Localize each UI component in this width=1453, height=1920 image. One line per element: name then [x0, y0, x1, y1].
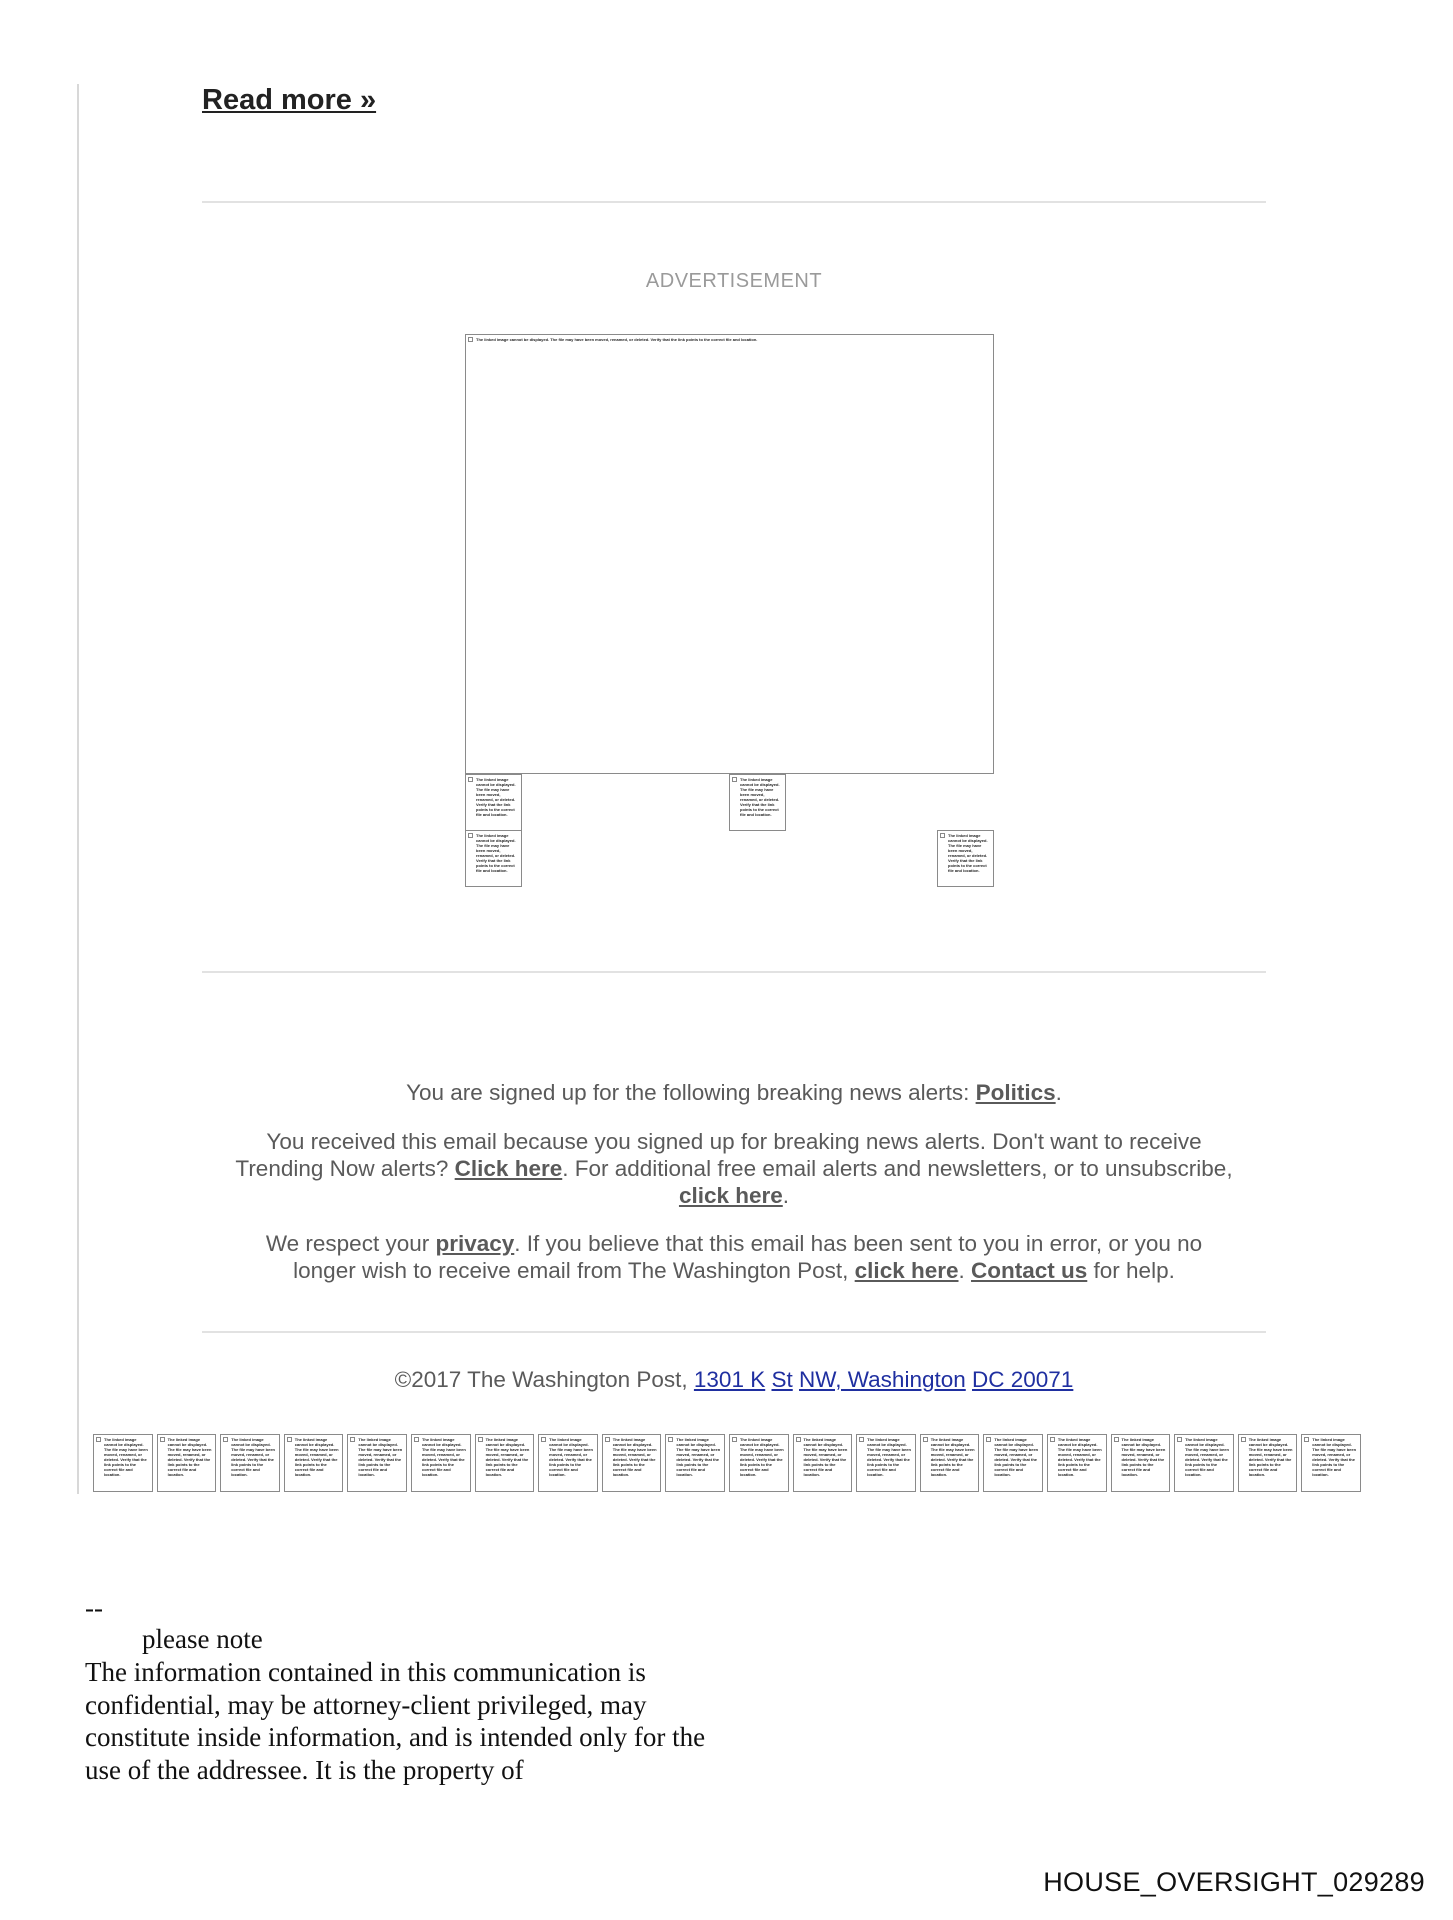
broken-image-text: The linked image cannot be displayed. The file may have been moved, renamed, or deleted. Verify that the link points to the correct file and location. — [867, 1437, 911, 1477]
error-click-here-link[interactable]: click here — [854, 1258, 959, 1283]
tracking-broken-image — [220, 1434, 280, 1492]
broken-image-text: The linked image cannot be displayed. The file may have been moved, renamed, or deleted. Verify that the link points to the correct file and location. — [803, 1437, 848, 1477]
tracking-broken-image — [157, 1434, 217, 1492]
tracking-broken-image — [856, 1434, 916, 1492]
unsubscribe-click-here-link[interactable]: click here — [678, 1183, 783, 1208]
divider-bottom — [202, 1331, 1266, 1333]
address-link-2[interactable]: St — [771, 1367, 793, 1392]
broken-image-icon — [287, 1437, 292, 1442]
address-link-4[interactable]: DC 20071 — [972, 1367, 1074, 1392]
tracking-image-strip — [93, 1434, 1367, 1492]
broken-image-text: The linked image cannot be displayed. The file may have been moved, renamed, or deleted. Verify that the link points to the correct file and location. — [1057, 1437, 1102, 1477]
broken-image-icon — [414, 1437, 419, 1442]
broken-image-text: The linked image cannot be displayed. The file may have been moved, renamed, or deleted. Verify that the link points to the correct file and location. — [1185, 1437, 1229, 1477]
broken-image-text: The linked image cannot be displayed. The file may have been moved, renamed, or deleted. Verify that the link points to the correct file and location. — [1312, 1437, 1357, 1477]
broken-image-icon — [468, 777, 473, 782]
broken-image-icon — [468, 337, 473, 342]
ad-tracker-image-3 — [465, 830, 522, 887]
privacy-part-2: . If you believe that this email has been sent to you in error, or you no longer wish to receive email from The Washington Post, — [293, 1231, 1203, 1283]
contact-us-link[interactable]: Contact us — [971, 1258, 1088, 1283]
confidentiality-notice: The information contained in this communication is confidential, may be attorney-client privileged, may constitute inside information, and is intended only for the use of the addressee. It is the property of — [85, 1657, 706, 1785]
advertisement-broken-image[interactable] — [465, 334, 994, 774]
tracking-broken-image — [793, 1434, 853, 1492]
address-link-3[interactable]: NW, Washington — [799, 1367, 966, 1392]
broken-image-text: The linked image cannot be displayed. The file may have been moved, renamed, or deleted. Verify that the link points to the correct file and location. — [994, 1437, 1039, 1477]
broken-image-icon — [605, 1437, 610, 1442]
broken-image-text: The linked image cannot be displayed. The file may have been moved, renamed, or deleted. Verify that the link points to the correct file and location. — [612, 1437, 657, 1477]
signup-prefix: You are signed up for the following breaking news alerts: — [406, 1080, 976, 1105]
broken-image-icon — [732, 777, 737, 782]
signature-separator: -- — [85, 1593, 103, 1623]
broken-image-icon — [796, 1437, 801, 1442]
divider-top — [202, 201, 1266, 203]
copyright-line — [202, 1366, 1266, 1393]
broken-image-text: The linked image cannot be displayed. The file may have been moved, renamed, or deleted. Verify that the link points to the correct file and location. — [1248, 1437, 1293, 1477]
broken-image-icon — [1241, 1437, 1246, 1442]
tracking-broken-image — [602, 1434, 662, 1492]
broken-image-icon — [1114, 1437, 1119, 1442]
tracking-broken-image — [1301, 1434, 1361, 1492]
broken-image-text: The linked image cannot be displayed. The file may have been moved, renamed, or deleted. Verify that the link points to the correct file and location. — [676, 1437, 721, 1477]
privacy-link[interactable]: privacy — [435, 1231, 515, 1256]
divider-middle — [202, 971, 1266, 973]
tracking-broken-image — [284, 1434, 344, 1492]
trending-click-here-link[interactable]: Click here — [454, 1156, 563, 1181]
politics-link[interactable]: Politics — [975, 1080, 1056, 1105]
broken-image-text: The linked image cannot be displayed. The file may have been moved, renamed, or deleted. Verify that the link points to the correct file and location. — [358, 1437, 403, 1477]
left-border-rule — [77, 84, 79, 1494]
address-link-1[interactable]: 1301 K — [693, 1367, 766, 1392]
broken-image-icon — [1050, 1437, 1055, 1442]
broken-image-icon — [923, 1437, 928, 1442]
tracking-broken-image — [411, 1434, 471, 1492]
ad-tracker-image-2 — [729, 774, 786, 831]
broken-image-text: The linked image cannot be displayed. The file may have been moved, renamed, or deleted. Verify that the link points to the correct file and location. — [948, 833, 988, 873]
tracking-broken-image — [1238, 1434, 1298, 1492]
broken-image-text: The linked image cannot be displayed. The file may have been moved, renamed, or deleted. Verify that the link points to the correct file and location. — [167, 1437, 212, 1477]
tracking-broken-image — [1111, 1434, 1171, 1492]
bates-stamp: HOUSE_OVERSIGHT_029289 — [1043, 1867, 1425, 1897]
alerts-signup-text — [202, 1079, 1266, 1106]
broken-image-text: The linked image cannot be displayed. The file may have been moved, renamed, or deleted. Verify that the link points to the correct file and location. — [476, 833, 516, 873]
broken-image-icon — [350, 1437, 355, 1442]
privacy-part-1: We respect your — [265, 1231, 436, 1256]
privacy-part-3: . — [958, 1258, 972, 1283]
broken-image-icon — [96, 1437, 101, 1442]
tracking-broken-image — [1047, 1434, 1107, 1492]
please-note-text: please note — [142, 1624, 263, 1654]
tracking-broken-image — [475, 1434, 535, 1492]
broken-image-text: The linked image cannot be displayed. The file may have been moved, renamed, or deleted. Verify that the link points to the correct file and location. — [485, 1437, 530, 1477]
broken-image-icon — [478, 1437, 483, 1442]
broken-image-text: The linked image cannot be displayed. The file may have been moved, renamed, or deleted. Verify that the link points to the correct file and location. — [104, 1437, 148, 1477]
received-part-3: . — [782, 1183, 790, 1208]
tracking-broken-image — [983, 1434, 1043, 1492]
tracking-broken-image — [1174, 1434, 1234, 1492]
broken-image-text: The linked image cannot be displayed. The file may have been moved, renamed, or deleted. Verify that the link points to the correct file and location. — [549, 1437, 593, 1477]
broken-image-text: The linked image cannot be displayed. The file may have been moved, renamed, or deleted. Verify that the link points to the correct file and location. — [740, 777, 780, 817]
received-part-1: You received this email because you signed up for breaking news alerts. Don't want to receive Trending Now alerts? — [235, 1129, 1202, 1181]
broken-image-text: The linked image cannot be displayed. The file may have been moved, renamed, or deleted. Verify that the link points to the correct file and location. — [1121, 1437, 1166, 1477]
broken-image-icon — [223, 1437, 228, 1442]
broken-image-text: The linked image cannot be displayed. The file may have been moved, renamed, or deleted. Verify that the link points to the correct file and location. — [231, 1437, 275, 1477]
received-email-text — [232, 1128, 1236, 1209]
broken-image-text: The linked image cannot be displayed. The file may have been moved, renamed, or deleted. Verify that the link points to the correct file and location. — [476, 337, 758, 342]
broken-image-icon — [859, 1437, 864, 1442]
broken-image-icon — [541, 1437, 546, 1442]
broken-image-text: The linked image cannot be displayed. The file may have been moved, renamed, or deleted. Verify that the link points to the correct file and location. — [294, 1437, 339, 1477]
tracking-broken-image — [538, 1434, 598, 1492]
broken-image-icon — [668, 1437, 673, 1442]
broken-image-text: The linked image cannot be displayed. The file may have been moved, renamed, or deleted. Verify that the link points to the correct file and location. — [930, 1437, 975, 1477]
broken-image-icon — [468, 833, 473, 838]
read-more-link[interactable]: Read more » — [202, 84, 377, 116]
broken-image-icon — [986, 1437, 991, 1442]
advertisement-label: ADVERTISEMENT — [645, 270, 823, 292]
tracking-broken-image — [729, 1434, 789, 1492]
broken-image-text: The linked image cannot be displayed. The file may have been moved, renamed, or deleted. Verify that the link points to the correct file and location. — [421, 1437, 466, 1477]
broken-image-icon — [1177, 1437, 1182, 1442]
copyright-text: ©2017 The Washington Post, — [394, 1367, 694, 1392]
tracking-broken-image — [920, 1434, 980, 1492]
privacy-part-4: for help. — [1087, 1258, 1175, 1283]
ad-tracker-image-1 — [465, 774, 522, 831]
broken-image-icon — [1304, 1437, 1309, 1442]
broken-image-text: The linked image cannot be displayed. The file may have been moved, renamed, or deleted. Verify that the link points to the correct file and location. — [739, 1437, 784, 1477]
tracking-broken-image — [665, 1434, 725, 1492]
broken-image-icon — [732, 1437, 737, 1442]
ad-tracker-image-4 — [937, 830, 994, 887]
signup-suffix: . — [1055, 1080, 1062, 1105]
privacy-text — [232, 1230, 1236, 1284]
broken-image-icon — [940, 833, 945, 838]
broken-image-icon — [160, 1437, 165, 1442]
tracking-broken-image — [347, 1434, 407, 1492]
broken-image-text: The linked image cannot be displayed. The file may have been moved, renamed, or deleted. Verify that the link points to the correct file and location. — [476, 777, 516, 817]
received-part-2: . For additional free email alerts and newsletters, or to unsubscribe, — [562, 1156, 1233, 1181]
tracking-broken-image — [93, 1434, 153, 1492]
